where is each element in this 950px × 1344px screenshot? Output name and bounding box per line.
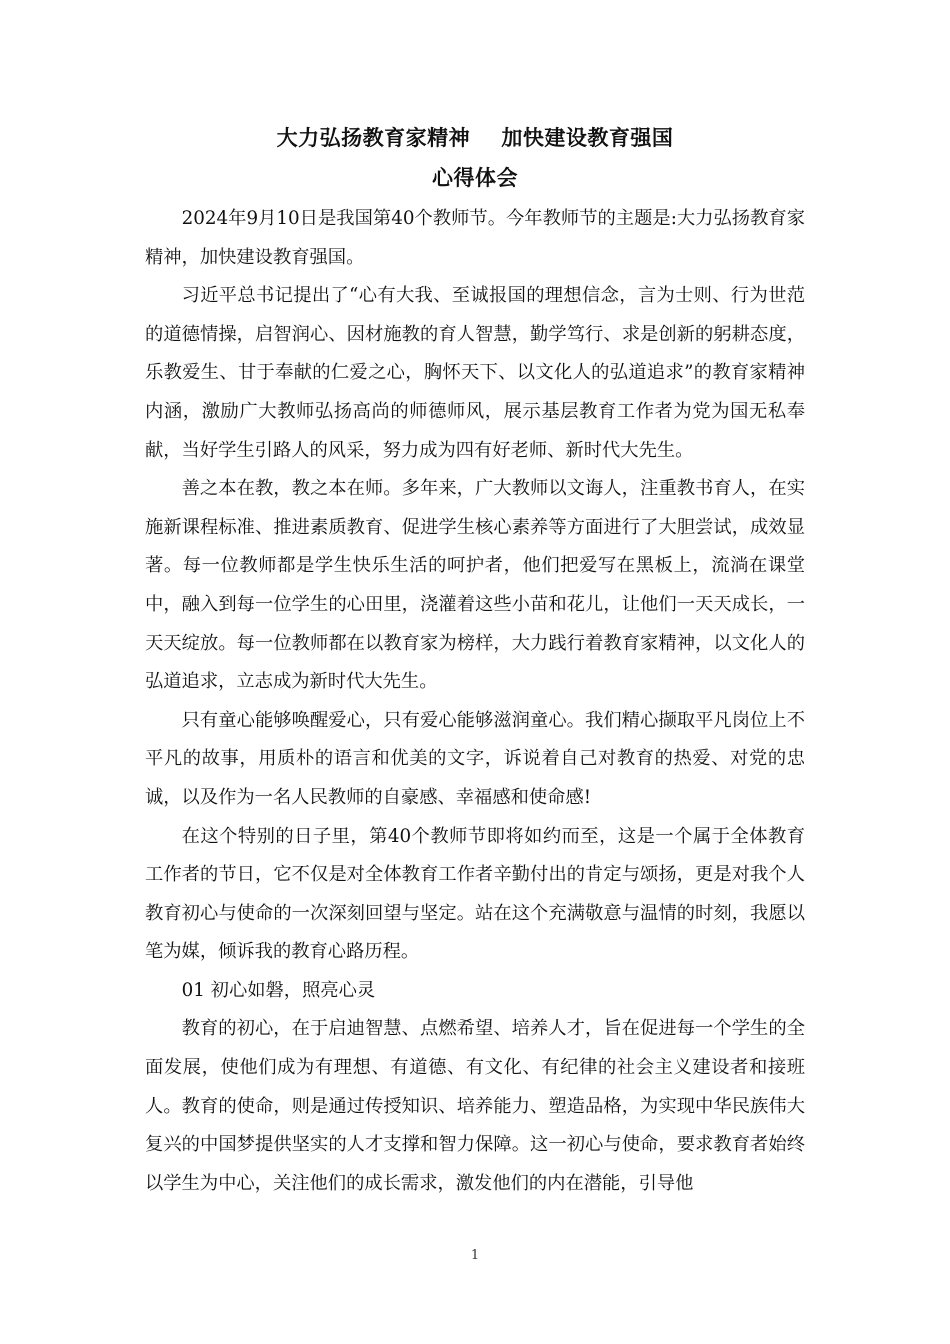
section-heading-01: 01 初心如磐，照亮心灵 [181, 979, 376, 1001]
document-body [145, 118, 805, 1203]
paragraph-spirit: 习近平总书记提出了“心有大我、至诚报国的理想信念，言为士则、行为世范的道德情操，启智润心、因材施教的育人智慧，勤学笃行、求是创新的躬耕态度，乐教爱生、甘于奉献的仁爱之心，胸怀天下、以文化人的弘道追求”的教育家精神内涵，激励广大教师弘扬高尚的师德师风，展示基层教育工作者为党为国无私奉献，当好学生引路人的风采，努力成为四有好老师、新时代大先生。 [145, 285, 805, 461]
paragraph-teachers: 善之本在教，教之本在师。多年来，广大教师以文诲人，注重教书育人，在实施新课程标准、推进素质教育、促进学生核心素养等方面进行了大胆尝试，成效显著。每一位教师都是学生快乐生活的呵护者，他们把爱写在黑板上，流淌在课堂中，融入到每一位学生的心田里，浇灌着这些小苗和花儿，让他们一天天成长，一天天绽放。每一位教师都在以教育家为榜样，大力践行着教育家精神，以文化人的弘道追求，立志成为新时代大先生。 [145, 478, 805, 693]
paragraph-special-day: 在这个特别的日子里，第40个教师节即将如约而至，这是一个属于全体教育工作者的节日，它不仅是对全体教育工作者辛勤付出的肯定与颂扬，更是对我个人教育初心与使命的一次深刻回望与坚定。站在这个充满敬意与温情的时刻，我愿以笔为媒，倾诉我的教育心路历程。 [145, 825, 805, 963]
paragraph-childlike-heart: 只有童心能够唤醒爱心，只有爱心能够滋润童心。我们精心撷取平凡岗位上不平凡的故事，用质朴的语言和优美的文字，诉说着自己对教育的热爱、对党的忠诚，以及作为一名人民教师的自豪感、幸福感和使命感! [145, 709, 805, 808]
document-title: 大力弘扬教育家精神 加快建设教育强国 [276, 126, 674, 150]
paragraph-intro: 2024年9月10日是我国第40个教师节。今年教师节的主题是:大力弘扬教育家精神，加快建设教育强国。 [145, 208, 805, 268]
page-number: 1 [470, 1248, 480, 1263]
document-subtitle: 心得体会 [432, 166, 518, 190]
paragraph-original-intention: 教育的初心，在于启迪智慧、点燃希望、培养人才，旨在促进每一个学生的全面发展，使他们成为有理想、有道德、有文化、有纪律的社会主义建设者和接班人。教育的使命，则是通过传授知识、培养能力、塑造品格，为实现中华民族伟大复兴的中国梦提供坚实的人才支撑和智力保障。这一初心与使命，要求教育者始终以学生为中心，关注他们的成长需求，激发他们的内在潜能，引导他 [145, 1018, 805, 1194]
